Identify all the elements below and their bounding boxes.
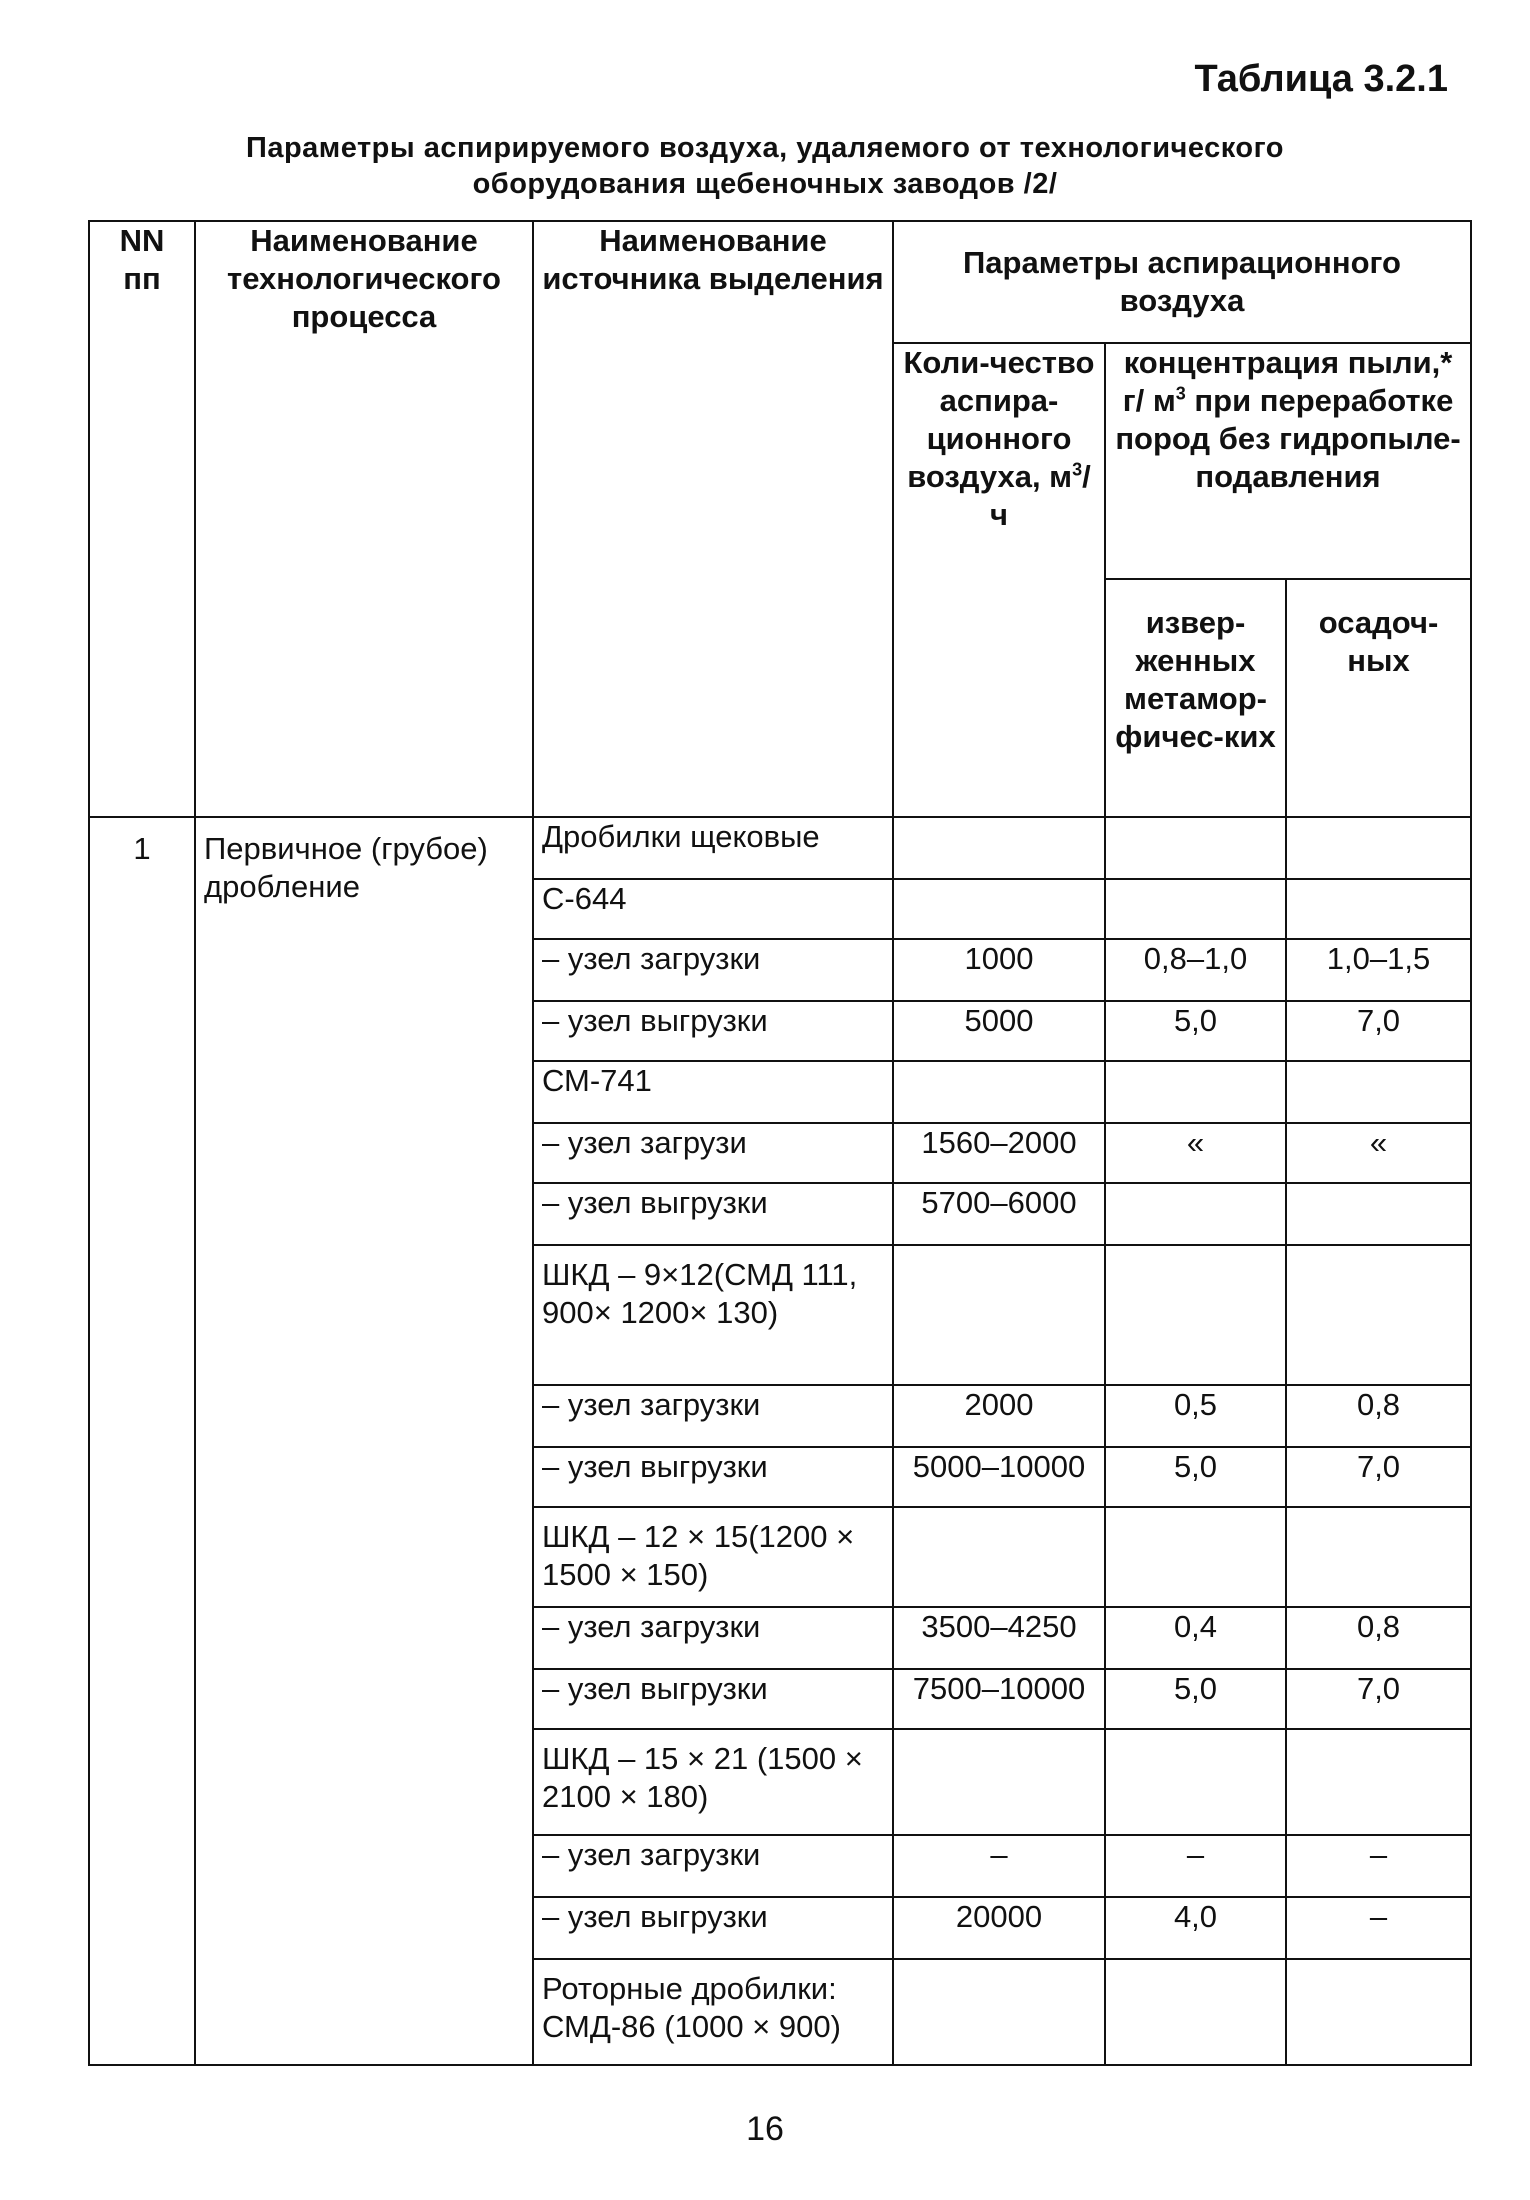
source-cell: – узел выгрузки <box>533 1897 893 1959</box>
source-cell: Роторные дробилки: СМД-86 (1000 × 900) <box>533 1959 893 2065</box>
header-concentration-text-b: при переработке пород без гидропыле-подавления <box>1115 383 1461 494</box>
source-cell: – узел загрузки <box>533 939 893 1001</box>
table-label: Таблица 3.2.1 <box>1194 58 1448 100</box>
source-cell: – узел выгрузки <box>533 1669 893 1729</box>
sedimentary-cell: – <box>1286 1835 1471 1897</box>
header-concentration-text-a: пыли,* г/ м <box>1122 345 1453 418</box>
header-params: Параметры аспирационного воздуха <box>893 221 1471 343</box>
quantity-cell: 1000 <box>893 939 1105 1001</box>
table-row <box>89 817 1471 879</box>
sedimentary-cell <box>1286 1061 1471 1123</box>
sedimentary-cell: « <box>1286 1123 1471 1183</box>
caption-line: оборудования щебеночных заводов /2/ <box>472 168 1058 200</box>
sedimentary-cell: 7,0 <box>1286 1001 1471 1061</box>
quantity-cell <box>893 1245 1105 1385</box>
quantity-cell <box>893 879 1105 939</box>
sedimentary-cell <box>1286 1729 1471 1835</box>
header-quantity <box>893 343 1105 817</box>
quantity-cell: – <box>893 1835 1105 1897</box>
sedimentary-cell <box>1286 879 1471 939</box>
igneous-cell: 0,8–1,0 <box>1105 939 1286 1001</box>
quantity-cell <box>893 817 1105 879</box>
sedimentary-cell: 7,0 <box>1286 1669 1471 1729</box>
quantity-cell <box>893 1959 1105 2065</box>
igneous-cell: 4,0 <box>1105 1897 1286 1959</box>
igneous-cell: 5,0 <box>1105 1447 1286 1507</box>
header-nn: NN пп <box>89 221 195 817</box>
header-concentration-italic: концентрация <box>1123 345 1340 380</box>
sedimentary-cell: 0,8 <box>1286 1385 1471 1447</box>
sedimentary-cell <box>1286 1507 1471 1607</box>
sedimentary-cell: – <box>1286 1897 1471 1959</box>
superscript: 3 <box>1072 459 1083 480</box>
igneous-cell <box>1105 1061 1286 1123</box>
sedimentary-cell: 7,0 <box>1286 1447 1471 1507</box>
quantity-cell: 5000–10000 <box>893 1447 1105 1507</box>
page-number: 16 <box>746 2110 784 2148</box>
igneous-cell: 5,0 <box>1105 1001 1286 1061</box>
quantity-cell: 5000 <box>893 1001 1105 1061</box>
header-source: Наименование источника выделения <box>533 221 893 817</box>
igneous-cell <box>1105 817 1286 879</box>
source-cell: ШКД – 12 × 15(1200 × 1500 × 150) <box>533 1507 893 1607</box>
sedimentary-cell <box>1286 1245 1471 1385</box>
source-cell: С-644 <box>533 879 893 939</box>
caption-line: Параметры аспирируемого воздуха, удаляемого от технологического <box>245 132 1285 164</box>
source-cell: Дробилки щековые <box>533 817 893 879</box>
sedimentary-cell <box>1286 1183 1471 1245</box>
source-cell: ШКД – 15 × 21 (1500 × 2100 × 180) <box>533 1729 893 1835</box>
header-sedimentary: осадоч-ных <box>1286 579 1471 817</box>
igneous-cell: 0,5 <box>1105 1385 1286 1447</box>
source-cell: – узел загрузки <box>533 1835 893 1897</box>
table-caption <box>110 130 1420 202</box>
source-cell: СМ-741 <box>533 1061 893 1123</box>
quantity-cell <box>893 1507 1105 1607</box>
igneous-cell <box>1105 1183 1286 1245</box>
igneous-cell <box>1105 1507 1286 1607</box>
quantity-cell: 1560–2000 <box>893 1123 1105 1183</box>
igneous-cell: 0,4 <box>1105 1607 1286 1669</box>
superscript: 3 <box>1175 383 1186 404</box>
quantity-cell <box>893 1729 1105 1835</box>
quantity-cell: 3500–4250 <box>893 1607 1105 1669</box>
source-cell: – узел выгрузки <box>533 1183 893 1245</box>
igneous-cell: « <box>1105 1123 1286 1183</box>
sedimentary-cell <box>1286 1959 1471 2065</box>
igneous-cell <box>1105 1729 1286 1835</box>
source-cell: ШКД – 9×12(СМД 111, 900× 1200× 130) <box>533 1245 893 1385</box>
quantity-cell: 7500–10000 <box>893 1669 1105 1729</box>
source-cell: – узел загрузи <box>533 1123 893 1183</box>
source-cell: – узел загрузки <box>533 1607 893 1669</box>
header-igneous: извер-женных метамор-фичес-ких <box>1105 579 1286 817</box>
source-cell: – узел выгрузки <box>533 1447 893 1507</box>
igneous-cell <box>1105 879 1286 939</box>
quantity-cell <box>893 1061 1105 1123</box>
parameters-table <box>88 220 1472 2066</box>
igneous-cell <box>1105 1245 1286 1385</box>
header-process: Наименование технологического процесса <box>195 221 533 817</box>
igneous-cell: 5,0 <box>1105 1669 1286 1729</box>
source-cell: – узел загрузки <box>533 1385 893 1447</box>
header-quantity-unit: /ч <box>990 459 1091 532</box>
header-concentration <box>1105 343 1471 579</box>
sedimentary-cell: 1,0–1,5 <box>1286 939 1471 1001</box>
igneous-cell <box>1105 1959 1286 2065</box>
quantity-cell: 2000 <box>893 1385 1105 1447</box>
header-quantity-text: Коли-чество аспира-ционного воздуха, м <box>903 345 1095 494</box>
sedimentary-cell <box>1286 817 1471 879</box>
row-number-cell: 1 <box>89 817 195 2065</box>
process-name-cell: Первичное (грубое) дробление <box>195 817 533 2065</box>
source-cell: – узел выгрузки <box>533 1001 893 1061</box>
quantity-cell: 20000 <box>893 1897 1105 1959</box>
quantity-cell: 5700–6000 <box>893 1183 1105 1245</box>
igneous-cell: – <box>1105 1835 1286 1897</box>
sedimentary-cell: 0,8 <box>1286 1607 1471 1669</box>
